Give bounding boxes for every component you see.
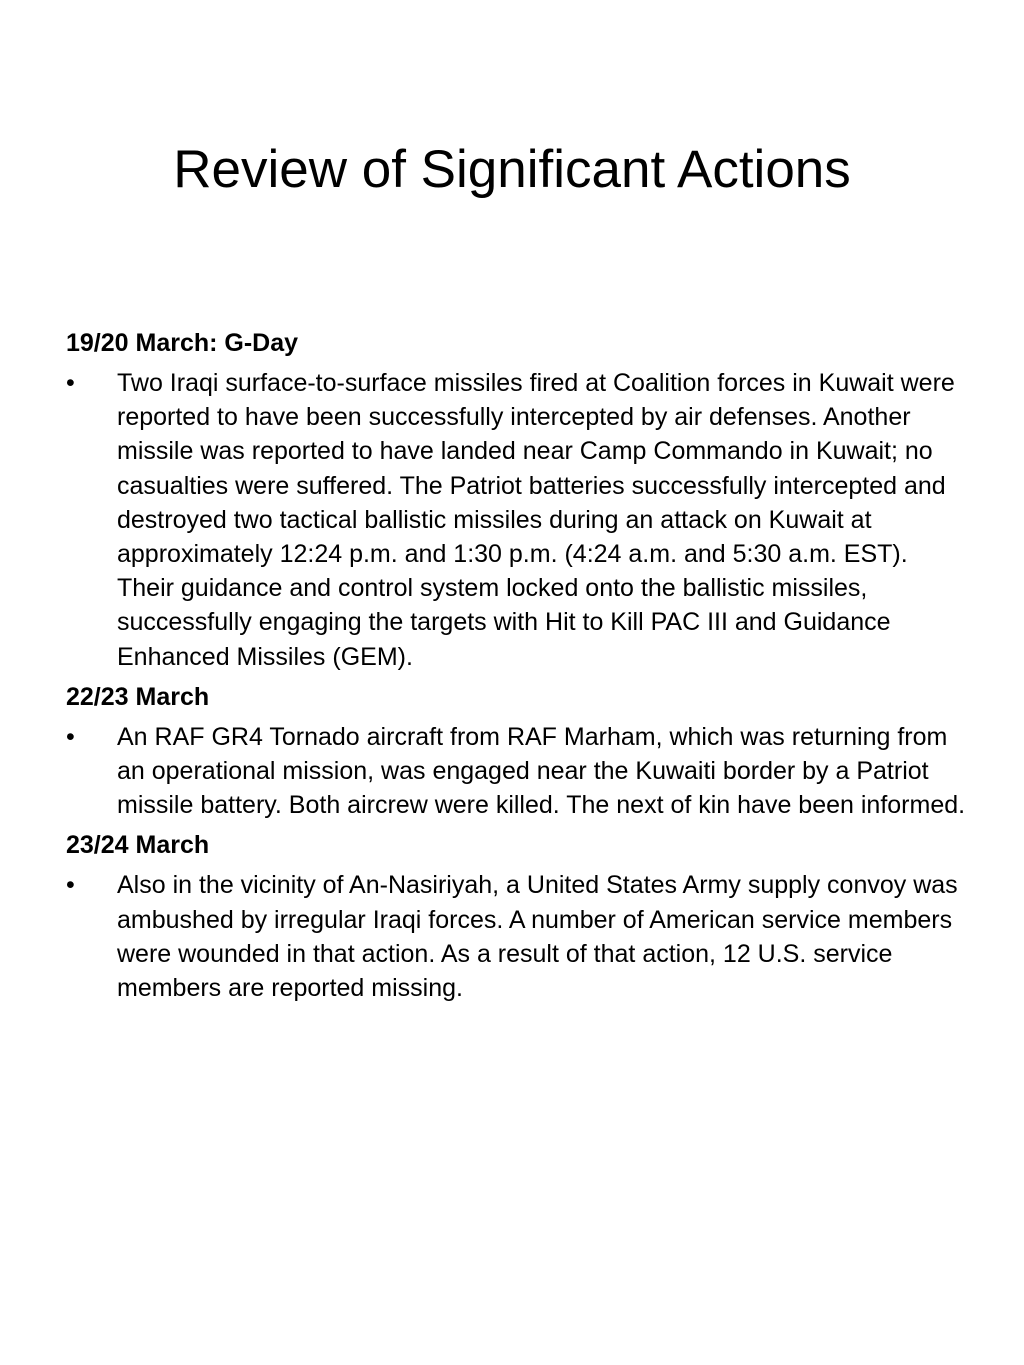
section-22-23-march [66,680,966,823]
bullet-text: Also in the vicinity of An-Nasiriyah, a United States Army supply convoy was ambushed by irregular Iraqi forces. A number of American service members were wounded in that action. As a result of that action, 12 U.S. service members are reported missing. [117,871,958,1003]
section-heading: 19/20 March: G-Day [66,329,299,357]
slide-title: Review of Significant Actions [173,140,851,199]
section-19-20-march [66,326,966,674]
bullet-item [66,720,966,823]
bullet-text: Two Iraqi surface-to-surface missiles fired at Coalition forces in Kuwait were reported to have been successfully intercepted by air defenses. Another missile was reported to have landed near Camp Commando in Kuwait; no casualties were suffered. The Patriot batteries successfully intercepted and destroyed two tactical ballistic missiles during an attack on Kuwait at approximately 12:24 p.m. and 1:30 p.m. (4:24 a.m. and 5:30 a.m. EST). Their guidance and control system locked onto the ballistic missiles, successfully engaging the targets with Hit to Kill PAC III and Guidance Enhanced Missiles (GEM). [117,369,955,671]
section-heading: 23/24 March [66,831,210,860]
bullet-icon: • [66,722,75,751]
bullet-icon: • [66,871,75,900]
bullet-item [66,366,966,674]
section-heading: 22/23 March [66,682,210,711]
bullet-text: An RAF GR4 Tornado aircraft from RAF Marham, which was returning from an operational mission, was engaged near the Kuwaiti border by a Patriot missile battery. Both aircrew were killed. The next of kin have been informed. [117,722,966,820]
bullet-item [66,868,966,1005]
bullet-icon: • [66,369,75,397]
slide-body [66,326,966,1011]
section-23-24-march [66,828,966,1005]
